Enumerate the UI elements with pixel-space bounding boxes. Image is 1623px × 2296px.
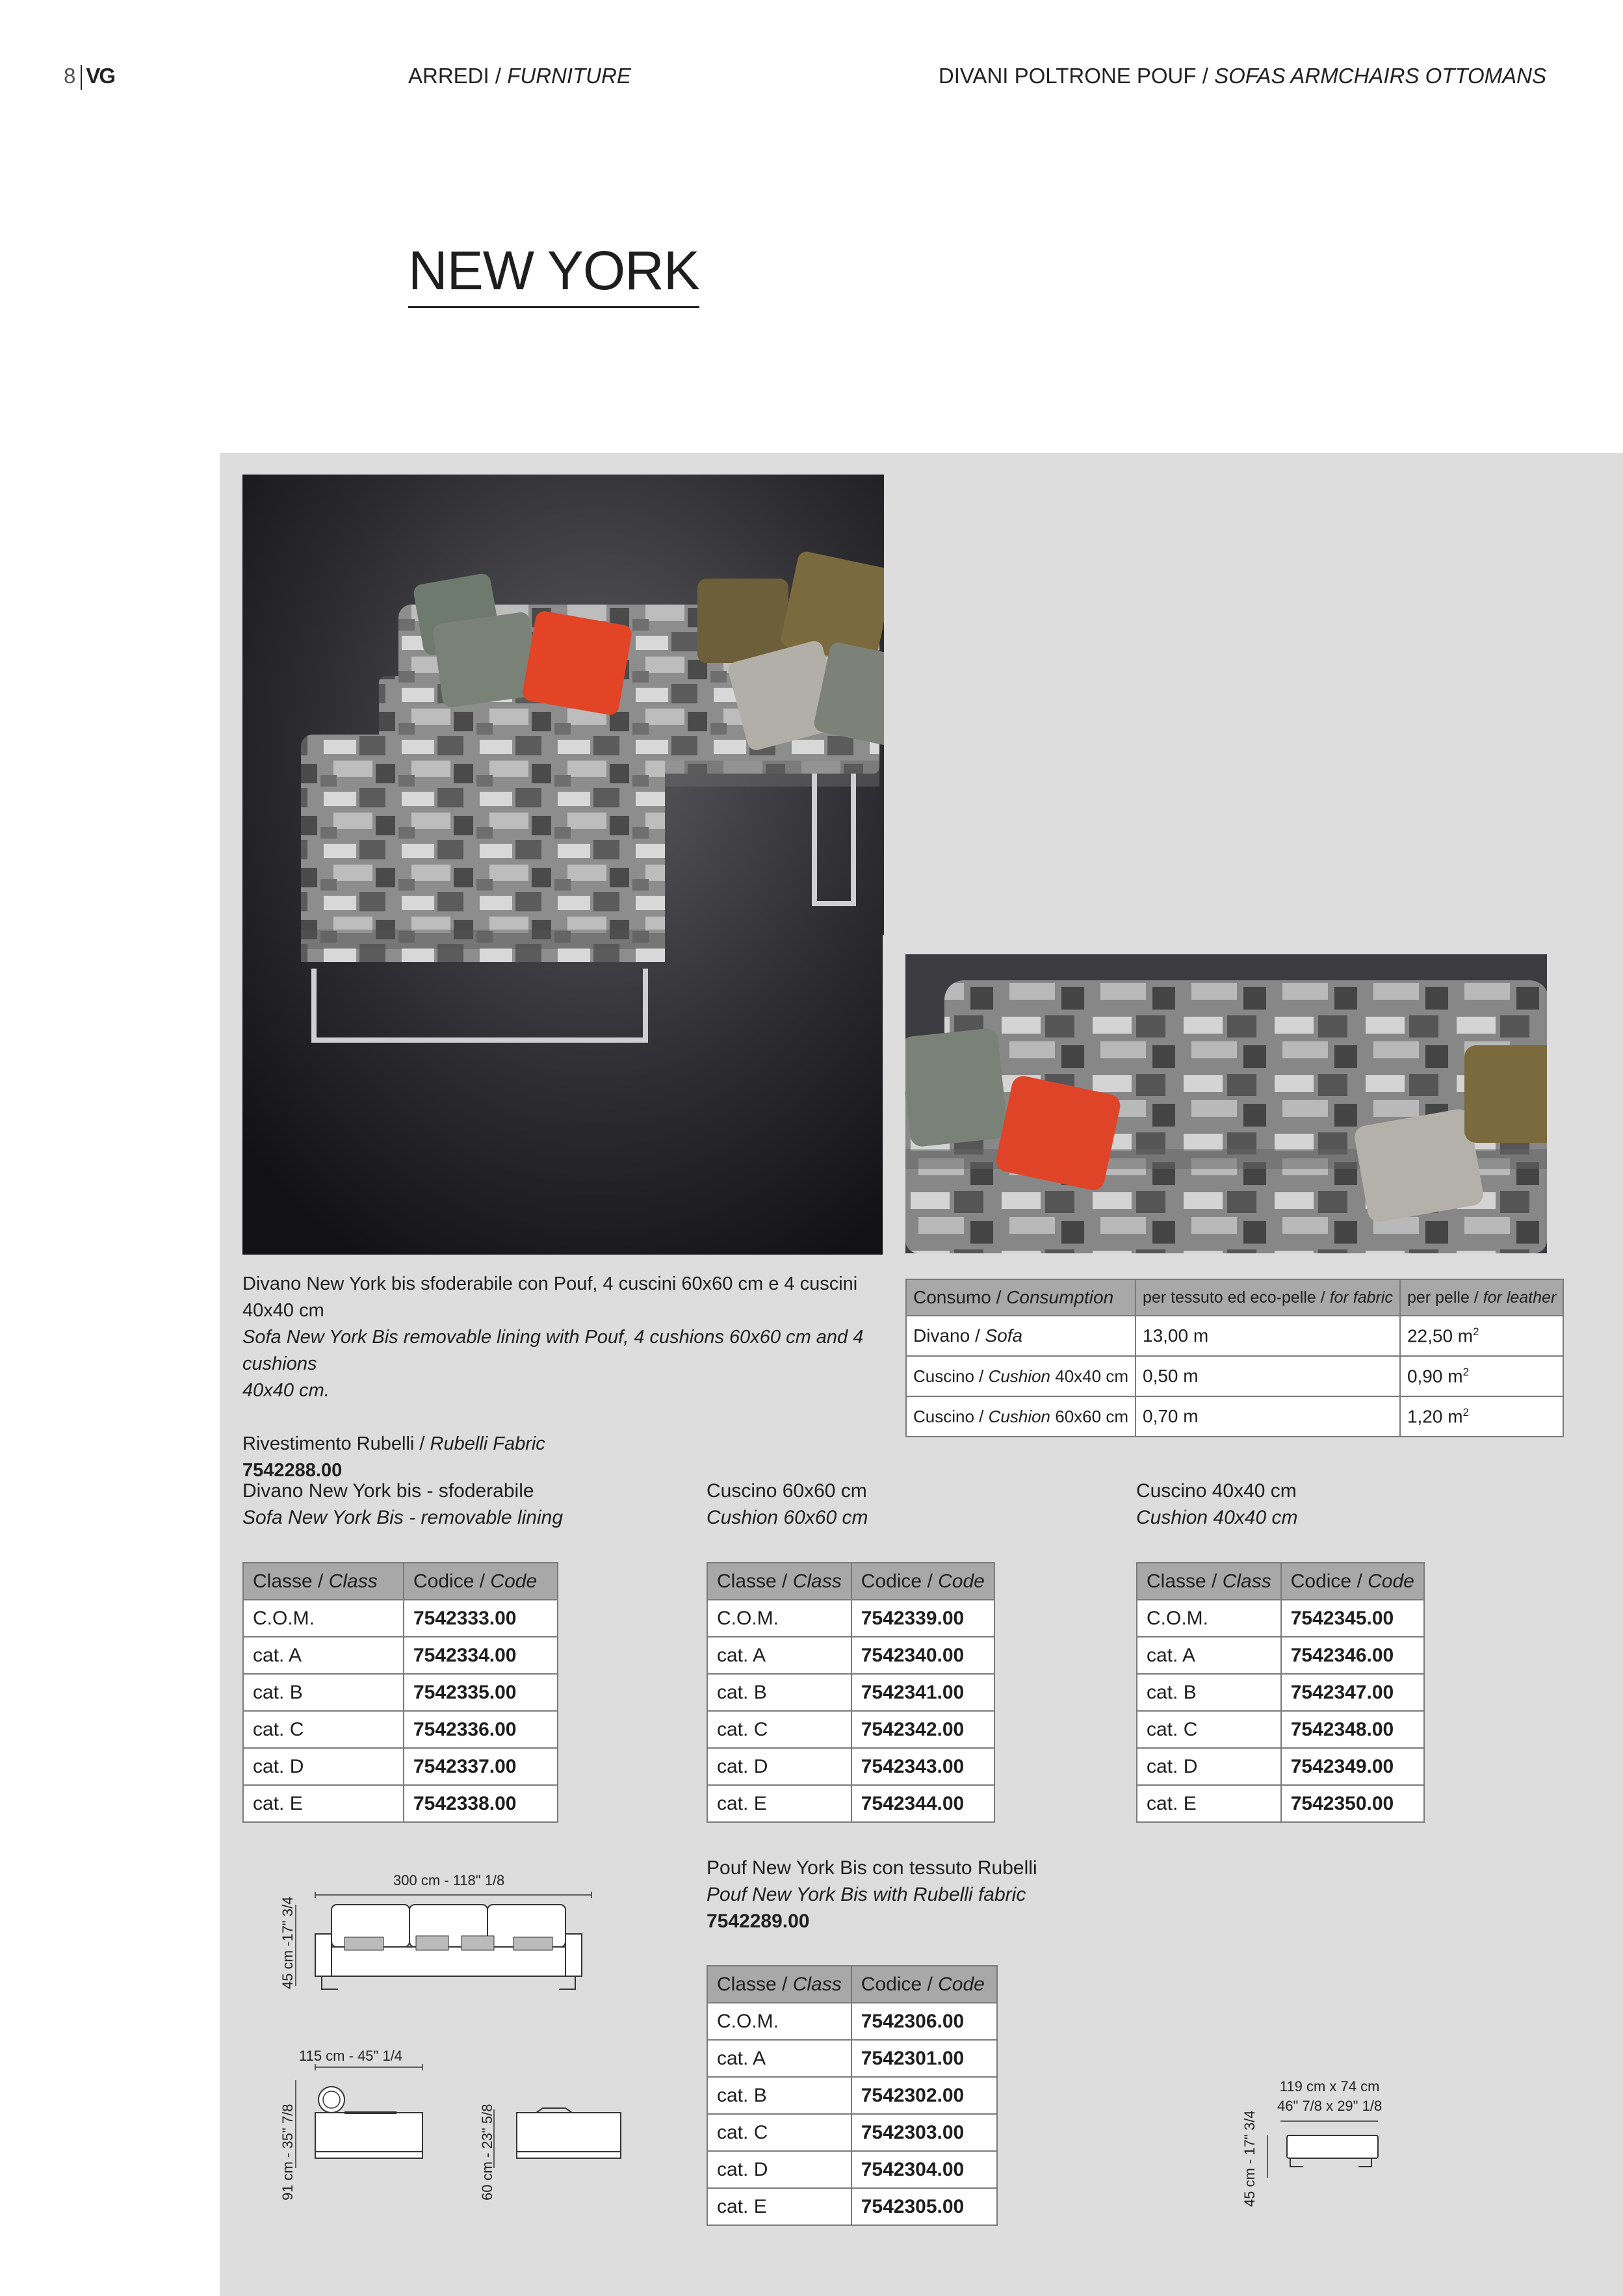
seat-height-dimension: 60 cm - 23" 5/8 [479,2104,495,2200]
table-header-row: Consumo / Consumption per tessuto ed eco-pelle / for fabric per pelle / for leather [906,1279,1563,1316]
table-row: cat. D 7542343.00 [707,1748,994,1785]
table-row: cat. A 7542340.00 [707,1637,994,1674]
table-row: C.O.M. 7542345.00 [1137,1600,1424,1637]
table-row: cat. C 7542348.00 [1137,1711,1424,1748]
sofa-side-drawings [286,2064,637,2181]
table-row: cat. B 7542341.00 [707,1674,994,1711]
fabric-code: 7542288.00 [242,1460,343,1481]
page-number: 8 VG [64,64,114,90]
table-row: cat. A 7542346.00 [1137,1637,1424,1674]
table-row: cat. E 7542350.00 [1137,1785,1424,1822]
category-label: DIVANI POLTRONE POUF / SOFAS ARMCHAIRS OTTOMANS [938,64,1546,88]
table-row: Divano / Sofa 13,00 m 22,50 $m^2$ [906,1316,1563,1356]
table-row: cat. B 7542335.00 [243,1674,558,1711]
cushion40-section-title: Cuscino 40x40 cm Cushion 40x40 cm [1136,1480,1298,1528]
table-row: cat. C 7542342.00 [707,1711,994,1748]
vg-logo: VG [86,64,115,88]
cushion60-code-table: Classe / Class Codice / Code C.O.M. 7542339.00 cat. A 7542340.00 cat. B 7542341.00 cat. C 7542342.00 cat. D 7542343.00 cat. E 7542344.00 [707,1562,995,1823]
table-row: cat. C 7542303.00 [707,2114,997,2151]
table-row: Cuscino / Cushion 60x60 cm 0,70 m 1,20 $m^2$ [906,1396,1563,1437]
pouf-size-dimension: 119 cm x 74 cm 46" 7/8 x 29" 1/8 [1277,2078,1383,2114]
pouf-height-dimension: 45 cm - 17" 3/4 [1241,2110,1258,2207]
table-row: Cuscino / Cushion 40x40 cm 0,50 m 0,90 $m^2$ [906,1356,1563,1396]
sofa-height-dimension: 45 cm -17" 3/4 [279,1896,296,1989]
sofa-width-dimension: 300 cm - 118" 1/8 [393,1872,505,1888]
product-description: Divano New York bis sfoderabile con Pouf, 4 cuscini 60x60 cm e 4 cuscini 40x40 cm Sofa New York Bis removable lining with Pouf, 4 cushions 60x60 cm and 4 cushions 40x40 cm. Rivestimento Rubelli / Rubelli Fabric 7542288.00 [242,1271,892,1484]
consumption-table [905,1279,1564,1437]
table-row: cat. A 7542334.00 [243,1637,558,1674]
table-row: C.O.M. 7542333.00 [243,1600,558,1637]
cushion40-code-table: Classe / Class Codice / Code C.O.M. 7542345.00 cat. A 7542346.00 cat. B 7542347.00 cat. C 7542348.00 cat. D 7542349.00 cat. E 7542350.00 [1136,1562,1425,1823]
table-row: C.O.M. 7542339.00 [707,1600,994,1637]
table-row: cat. D 7542349.00 [1137,1748,1424,1785]
sofa-code-table: Classe / Class Codice / Code C.O.M. 7542333.00 cat. A 7542334.00 cat. B 7542335.00 cat. C 7542336.00 cat. D 7542337.00 cat. E 7542338.00 [242,1562,558,1823]
sofa-front-drawing [286,1885,598,2002]
pouf-section-title: Pouf New York Bis con tessuto Rubelli Pouf New York Bis with Rubelli fabric 7542289.00 [707,1857,1037,1932]
sofa-photo [242,475,884,1255]
side-width-dimension: 115 cm - 45" 1/4 [299,2048,403,2064]
table-row: cat. E 7542305.00 [707,2188,997,2225]
page-title: NEW YORK [408,239,699,308]
table-row: cat. E 7542338.00 [243,1785,558,1822]
section-label: ARREDI / FURNITURE [408,64,631,88]
table-row: cat. C 7542336.00 [243,1711,558,1748]
table-row: cat. A 7542301.00 [707,2040,997,2077]
pouf-drawing [1264,2116,1388,2181]
table-row: cat. D 7542337.00 [243,1748,558,1785]
sofa-detail-photo [905,954,1547,1253]
table-row: cat. B 7542302.00 [707,2077,997,2114]
table-row: C.O.M. 7542306.00 [707,2003,997,2040]
sofa-section-title: Divano New York bis - sfoderabile Sofa New York Bis - removable lining [242,1480,564,1528]
side-depth-dimension: 91 cm - 35" 7/8 [279,2104,296,2200]
cushion60-section-title: Cuscino 60x60 cm Cushion 60x60 cm [707,1480,868,1528]
table-row: cat. E 7542344.00 [707,1785,994,1822]
table-row: cat. D 7542304.00 [707,2151,997,2188]
pouf-code-table: Classe / Class Codice / Code C.O.M. 7542306.00 cat. A 7542301.00 cat. B 7542302.00 cat. C 7542303.00 cat. D 7542304.00 cat. E 7542305.00 [707,1965,998,2226]
table-row: cat. B 7542347.00 [1137,1674,1424,1711]
